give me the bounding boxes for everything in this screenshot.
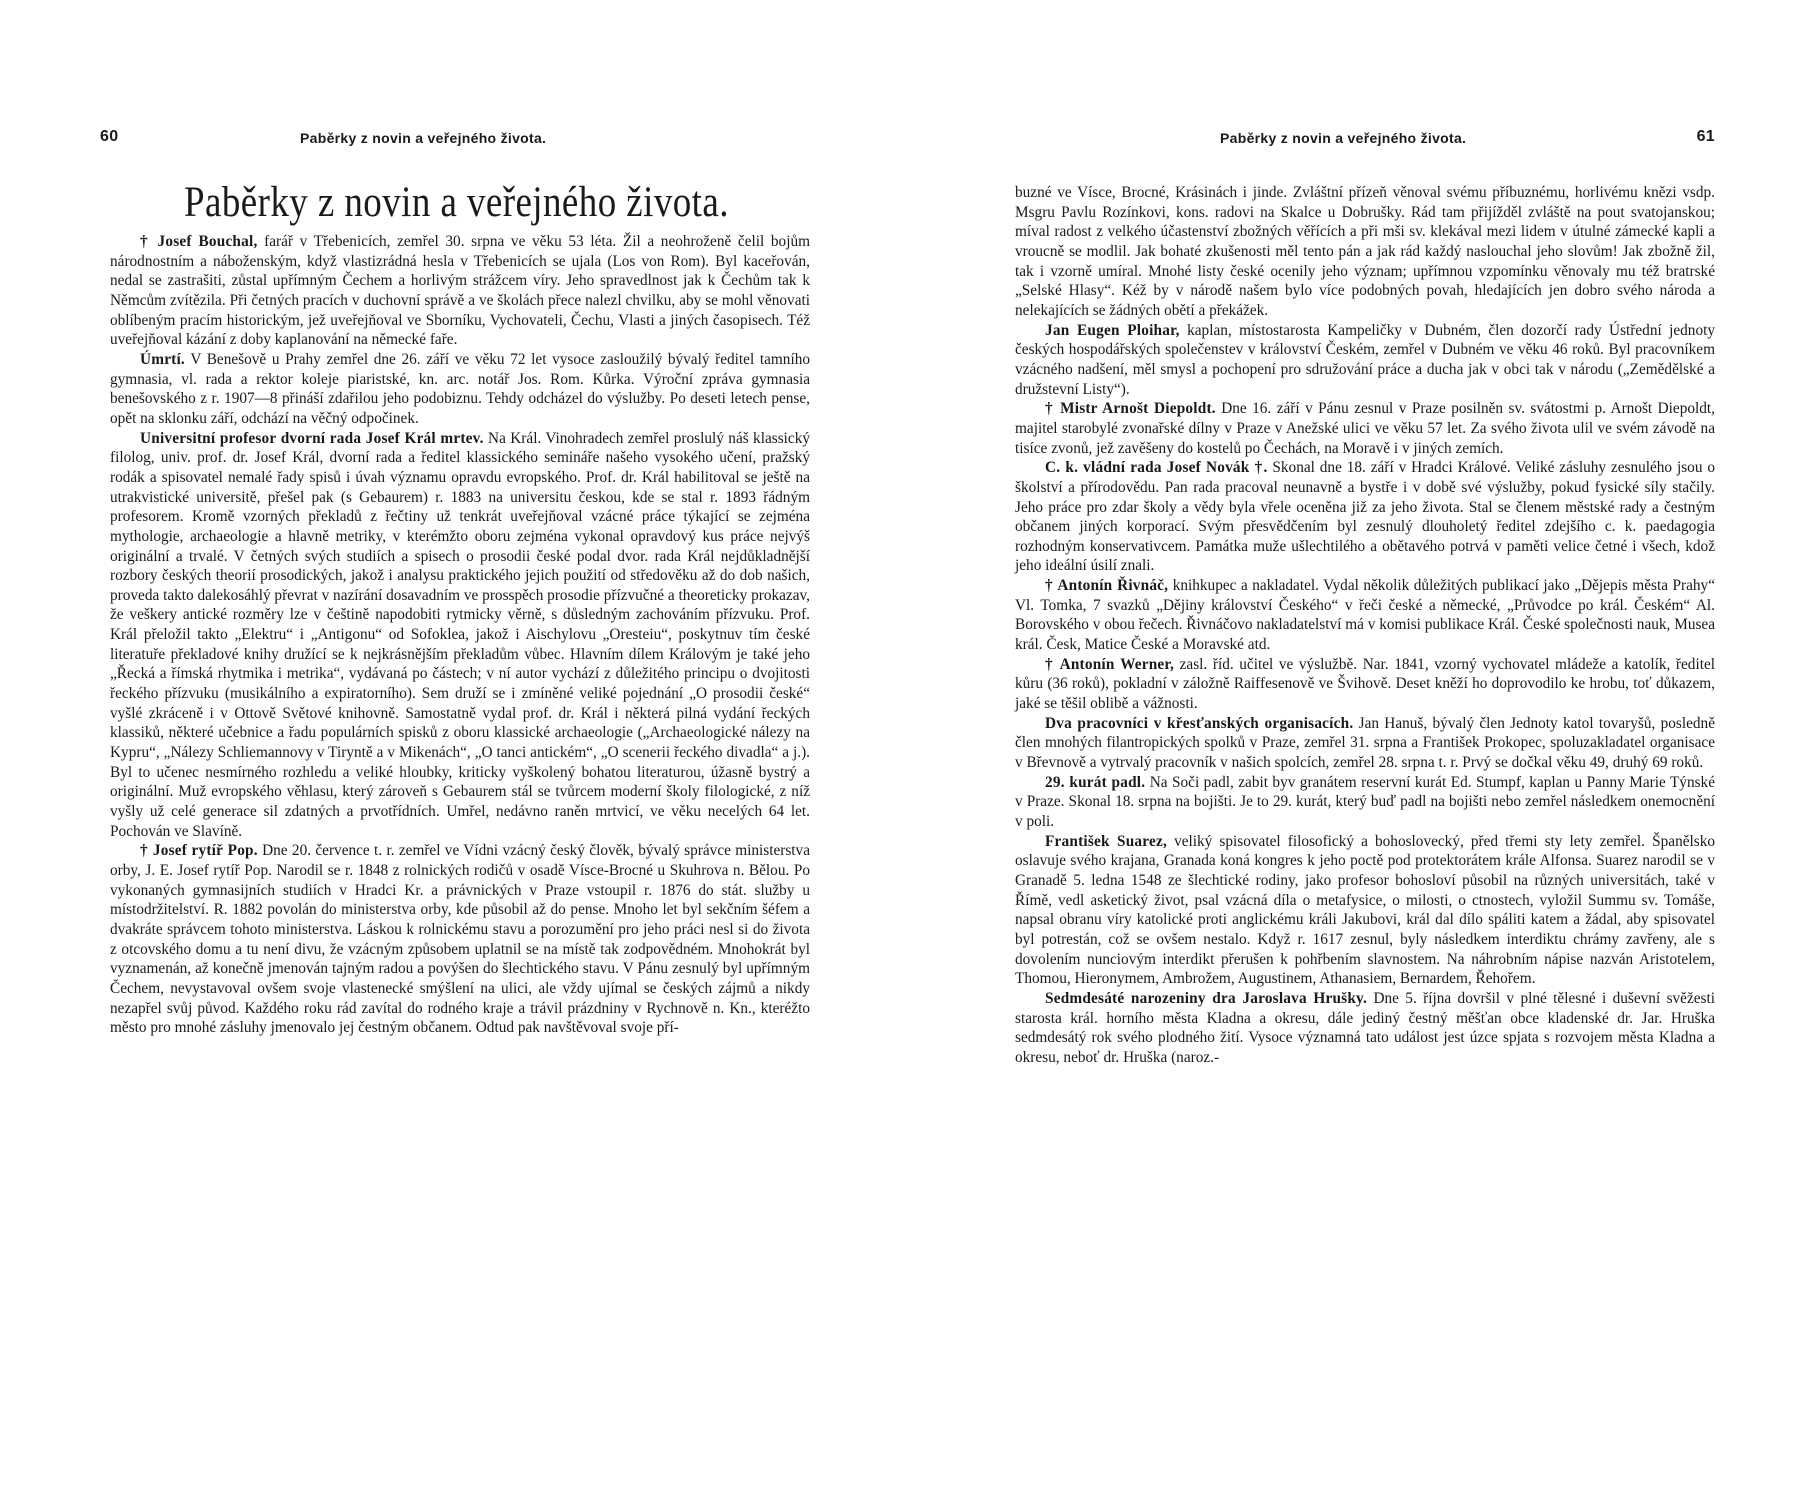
article-heading: Dva pracovníci v křesťanských organisacích.	[1045, 714, 1354, 732]
left-running-title: Paběrky z novin a veřejného života.	[300, 130, 547, 146]
right-page-number: 61	[1696, 128, 1715, 145]
article-ploihar	[1015, 321, 1715, 400]
article-kral	[110, 429, 810, 842]
article-kurat	[1015, 773, 1715, 832]
article-heading: Úmrtí.	[140, 350, 185, 368]
article-body: Skonal dne 18. září v Hradci Králové. Veliké zásluhy zesnulého jsou o školství a přírodovědu. Pan rada pracoval neunavně a bystře i v době své výslužby, pokud fysické síly stačily. Jeho práce pro zdar školy a vědy byla vřele oceněna již za jeho života. Stal se členem městské rady a čestným občanem jiných korporací. Svým přesvědčením byl zesnulý dlouholetý ředitel zdejšího c. k. paedagogia rozhodným konservativcem. Památka muže ušlechtilého a obětavého potrvá v paměti velice četné i všech, kdož jeho ideální úsilí znali.	[1015, 459, 1715, 575]
left-text-column	[110, 232, 810, 1038]
article-umrti	[110, 350, 810, 429]
article-pop	[110, 841, 810, 1038]
article-body: zasl. říd. učitel ve výslužbě. Nar. 1841, vzorný vychovatel mládeže a katolík, ředitel kůru (36 roků), pokladní v záložně Raiffesenově ve Švihově. Deset kněží ho doprovodilo ke hrobu, toť důkazem, jaké se těšil oblibě a vážnosti.	[1015, 655, 1715, 713]
article-body: kaplan, místostarosta Kampeličky v Dubném, člen dozorčí rady Ústřední jednoty českých hospodářských společenstev v království Českém, zemřel v Dubném ve věku 46 roků. Byl pracovníkem vzácného nadšení, měl smysl a pochopení pro sdružování práce a ducha jak v obci tak v národu („Zemědělské a družstevní Listy“).	[1015, 321, 1715, 398]
article-heading: † Josef Bouchal,	[140, 233, 258, 250]
page-title: Paběrky z novin a veřejného života.	[184, 179, 729, 226]
article-heading: Sedmdesáté narozeniny dra Jaroslava Hrušky.	[1045, 989, 1368, 1007]
article-heading: † Antonín Řivnáč,	[1045, 577, 1169, 595]
right-running-head	[1015, 128, 1715, 148]
article-novak	[1015, 458, 1715, 576]
left-page	[100, 0, 810, 1500]
article-body: Jan Hanuš, bývalý člen Jednoty katol tovaryšů, posledně člen mnohých filantropických spolků v Praze, zemřel 31. srpna a František Prokopec, spoluzakladatel organisace v Břevnově a vytrvalý pracovník v našich spolcích, zemřel 28. srpna t. r. Prvý se dočkal věku 49, druhý 69 roků.	[1015, 714, 1715, 772]
article-heading: C. k. vládní rada Josef Novák †.	[1045, 459, 1268, 477]
article-heading: František Suarez,	[1045, 832, 1167, 850]
article-body: veliký spisovatel filosofický a bohoslovecký, před třemi sty lety zemřel. Španělsko oslavuje svého krajana, Granada koná kongres k jeho poctě pod protektorátem krále Alfonsa. Suarez narodil se v Granadě 5. ledna 1548 ze šlechtické rodiny, jako profesor bohosloví působil na různých universitách, také v Římě, vedl asketický život, psal vzácná díla o metafysice, o milosti, o ctnostech, vyložil Summu sv. Tomáše, napsal obranu víry katolické proti anglickému králi Jakubovi, král dal dílo spáliti katem a žádal, aby spisovatel byl potrestán, což se ovšem nestalo. Když r. 1617 zesnul, byly následkem interdiktu chrámy zavřeny, ale s dovolením nunciovým interdikt přerušen k pohřbením slavnostem. Na náhrobním nápise nazván Aristotelem, Thomou, Hieronymem, Ambrožem, Augustinem, Athanasiem, Bernardem, Řehořem.	[1015, 832, 1716, 988]
article-heading: 29. kurát padl.	[1045, 773, 1146, 791]
article-body: Na Král. Vinohradech zemřel proslulý náš klassický filolog, univ. prof. dr. Josef Král, dvorní rada a ředitel klassického semináře našeho vysokého učení, pražský rodák a spisovatel nemalé řady spisů i úvah významu opravdu evropského. Prof. dr. Král habilitoval se ještě na utrakvistické universitě, přešel pak (s Gebaurem) r. 1883 na universitu českou, kde se stal r. 1893 řádným profesorem. Kromě vzorných překladů z řečtiny už tenkrát uveřejňoval vzácné práce týkající se zejména mythologie, archaeologie a hlavně metriky, v kterémžto oboru zejména vykonal opravdový kus práce nejvýš originální a trvalé. V četných svých studiích a spisech o prosodii české podal dvor. rada Král nejdůkladnější rozbory českých theorií prosodických, jakož i analysu praktického jejich použití od středověku až do dob našich, proveda takto dalekosáhlý převrat v nazírání dosavadním ve prosspěch prosodie přízvučné a theoreticky prokazav, že veškery antické rozměry lze v češtině napodobiti rytmicky věrně, s důsledným zachováním přízvuku. Prof. Král přeložil takto „Elektru“ i „Antigonu“ od Sofoklea, jakož i Aischylovu „Oresteiu“, poskytnuv tím české literatuře překladové knihy družící se k nejkrásnějším překladům vůbec. Hlavním dílem Královým je také jeho „Řecká a římská rhytmika i metrika“, vydávaná po částech; v ní autor vychází z důležitého principu o dvojitosti řeckého přízvuku (musikálního a expiratorního). Sem druží se i zmíněné veliké pojednání „O prosodii české“ vyšlé zkráceně i v Ottově Světové knihovně. Samostatně vydal prof. dr. Král i některá pilná vydání řeckých klassiků, některé učebnice a řadu populárních spisků z oboru klassické archaeologie („Archaeologické nálezy na Kypru“, „Nálezy Schliemannovy v Tiryntě a v Mikenách“, „O tanci antickém“, „O scenerii řeckého divadla“ a j.). Byl to učenec nesmírného rozhledu a veliké hloubky, kriticky vyškolený bohatou literaturou, úžasně bystrý a originální. Muž evropského věhlasu, který zároveň s Gebaurem stál se tvůrcem moderní školy filologické, z níž vyšly už celé generace sil zdatných a prvotřídních. Umřel, nedávno raněn mrtvicí, ve věku necelých 64 let. Pochován ve Slavíně.	[110, 429, 810, 840]
article-pop-continuation: buzné ve Vísce, Brocné, Krásinách i jinde. Zvláštní přízeň věnoval svému příbuznému, horlivému knězi vsdp. Msgru Pavlu Rozínkovi, kons. radovi na Skalce u Dobrušky. Rád tam přijížděl zvláště na pout svatojanskou; míval radost z velkého účastenství zbožných věřících a při mši sv. klekával mezi lidem v útulné zámecké kapli a vroucně se modlil. Jak bohaté zkušenosti měl tento pán a jak rád každý naslouchal jeho slovům! Jak zbožně žil, tak i vzorně umíral. Mnohé listy české ocenily jeho význam; upřímnou vzpomínku věnovaly mu též bratrské „Selské Hlasy“. Kéž by v národě našem bylo více podobných povah, hledajících jen dobro svého národa a nelekajících se žádných obětí a překážek.	[1015, 184, 1715, 319]
article-pracovnici	[1015, 714, 1715, 773]
article-heading: † Antonín Werner,	[1045, 655, 1175, 673]
article-suarez	[1015, 832, 1715, 989]
article-body: Dne 5. října dovršil v plné tělesné i duševní svěžesti starosta král. horního města Kladna a okresu, dále jediný čestný měšťan obce kladenské dr. Jar. Hruška sedmdesátý rok svého plodného žití. Vysoce významná tato událost jest úzce spjata s rozvojem města Kladna a okresu, neboť dr. Hruška (naroz.-	[1015, 989, 1716, 1066]
article-body: V Benešově u Prahy zemřel dne 26. září ve věku 72 let vysoce zasloužilý bývalý ředitel tamního gymnasia, vl. rada a rektor koleje piaristské, kn. arc. notář Jos. Rom. Kůrka. Výroční zpráva gymnasia benešovského z r. 1907—8 přináší zdařilou jeho podobiznu. Tehdy odcházel do výslužby. Po deseti letech pense, opět na sklonku září, odchází na věčný odpočinek.	[110, 350, 810, 427]
article-body: farář v Třebenicích, zemřel 30. srpna ve věku 53 léta. Žil a neohroženě čelil bojům národnostním a náboženským, když vlastizrádná hesla v Třebenicích se ujala (Los von Rom). Byl kaceřován, nedal se zastrašiti, zůstal upřímným Čechem a horlivým strážcem víry. Jeho spravedlnost jak k Čechům tak k Němcům zvítězila. Při četných pracích v duchovní správě a ve školách přece nalezl chvilku, aby se mohl věnovati oblíbeným pracím historickým, jež uveřejňoval ve Sborníku, Vychovateli, Čechu, Vlasti a jiných časopisech. Též uveřejňoval kázání z doby kaplanování na německé faře.	[110, 233, 810, 349]
left-page-number: 60	[100, 128, 119, 145]
article-diepoldt	[1015, 399, 1715, 458]
article-body: Dne 20. července t. r. zemřel ve Vídni vzácný český člověk, bývalý správce ministerstva orby, J. E. Josef rytíř Pop. Narodil se r. 1848 z rolnických rodičů v osadě Vísce-Brocné u Skuhrova n. Bělou. Po vykonaných gymnasijních studiích v Hradci Kr. a právnických v Praze vstoupil r. 1876 do stát. služby u místodržitelství. R. 1882 povolán do ministerstva orby, kde působil až do pense. Mnoho let byl sekčním šéfem a dvakráte správcem tohoto ministerstva. Láskou k rolnickému stavu a porozumění pro jeho práci nesl si do života z otcovského domu a tu není divu, že vzácným způsobem uplatnil se na místě tak zodpovědném. Mnohokrát byl vyznamenán, až konečně jmenován tajným radou a povýšen do šlechtického stavu. V Pánu zesnulý byl upřímným Čechem, nevystavoval ovšem svoje vlastenecké smýšlení na ulici, ale vždy ujímal se českých zájmů a nikdy nezapřel svůj původ. Každého roku rád zavítal do rodného kraje a trávil prázdniny v Rychnově n. Kn., kteréžto město pro mnohé zásluhy jmenovalo jej čestným občanem. Odtud pak navštěvoval svoje pří-	[110, 842, 810, 1037]
article-heading: Jan Eugen Ploihar,	[1045, 321, 1180, 339]
article-heading: Universitní profesor dvorní rada Josef Král mrtev.	[140, 429, 484, 447]
right-running-title: Paběrky z novin a veřejného života.	[1220, 130, 1467, 146]
article-rivnac	[1015, 576, 1715, 655]
right-text-column	[1015, 183, 1715, 1068]
article-heading: † Mistr Arnošt Diepoldt.	[1045, 400, 1216, 418]
article-body: knihkupec a nakladatel. Vydal několik důležitých publikací jako „Dějepis města Prahy“ Vl. Tomka, 7 svazků „Dějiny království Českého“ v řeči české a německé, „Průvodce po král. Českém“ Al. Borovského v obou řečech. Řivnáčovo nakladatelství má v komisi publikace Král. České společnosti nauk, Musea král. Česk, Matice České a Moravské atd.	[1015, 577, 1715, 654]
right-page	[1015, 0, 1715, 1500]
article-heading: † Josef rytíř Pop.	[140, 842, 258, 860]
article-body: Dne 16. září v Pánu zesnul v Praze posilněn sv. svátostmi p. Arnošt Diepoldt, majitel starobylé zvonařské dílny v Praze v Anežské ulici ve věku 57 let. Za svého života ulil ve svém závodě na tisíce zvonů, jež zavěšeny do kostelů po Čechách, na Moravě i v jiných zemích.	[1015, 400, 1715, 457]
article-body: Na Soči padl, zabit byv granátem reservní kurát Ed. Stumpf, kaplan u Panny Marie Týnské v Praze. Skonal 18. srpna na bojišti. Je to 29. kurát, který buď padl na bojišti nebo zemřel následkem onemocnění v poli.	[1015, 773, 1715, 830]
article-werner	[1015, 655, 1715, 714]
article-bouchal	[110, 232, 810, 350]
left-running-head	[100, 128, 810, 148]
article-hruska	[1015, 989, 1715, 1068]
